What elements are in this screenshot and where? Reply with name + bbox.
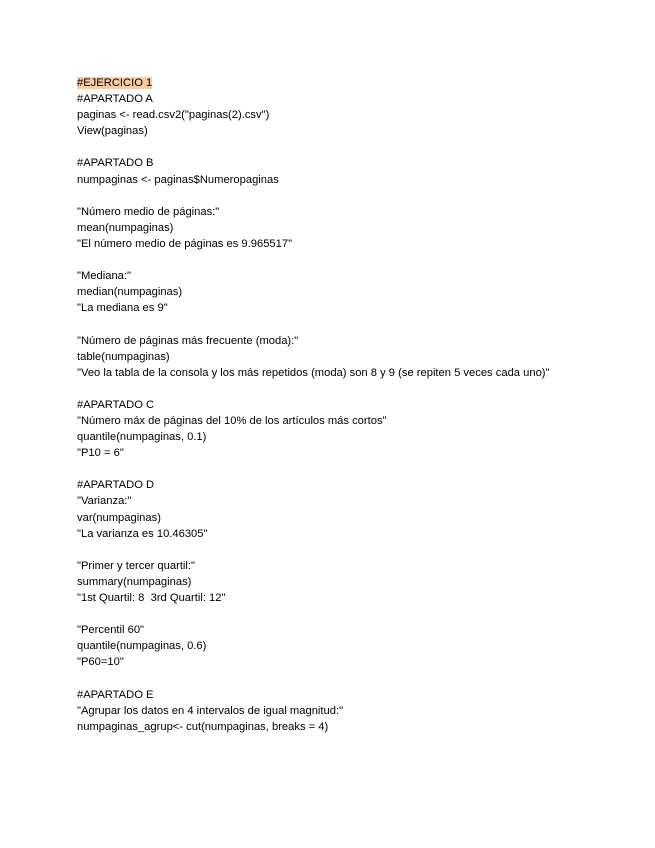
line-text: median(numpaginas) (77, 286, 183, 299)
line-text: "Número medio de páginas:" (77, 205, 220, 218)
line-text: table(numpaginas) (77, 350, 170, 363)
text-line (77, 638, 647, 654)
line-text: "La varianza es 10.46305" (77, 527, 208, 540)
text-line (77, 622, 647, 638)
line-text: #APARTADO D (77, 479, 155, 492)
text-line (77, 333, 647, 349)
blank-line (77, 252, 647, 268)
line-text: quantile(numpaginas, 0.1) (77, 431, 207, 444)
line-text: "P10 = 6" (77, 447, 124, 460)
line-text: paginas <- read.csv2("paginas(2).csv") (77, 109, 270, 122)
text-line (77, 397, 647, 413)
line-text: #APARTADO A (77, 93, 153, 106)
text-line (77, 268, 647, 284)
line-text: numpaginas_agrup<- cut(numpaginas, breaks = 4) (77, 720, 329, 733)
line-text: #APARTADO E (77, 688, 154, 701)
line-text: #APARTADO B (77, 157, 154, 170)
line-text: "Número máx de páginas del 10% de los artículos más cortos" (77, 414, 387, 427)
text-line (77, 220, 647, 236)
text-line (77, 590, 647, 606)
blank-line (77, 461, 647, 477)
text-line (77, 574, 647, 590)
text-line (77, 349, 647, 365)
blank-line (77, 139, 647, 155)
blank-line (77, 188, 647, 204)
text-line (77, 236, 647, 252)
line-text: quantile(numpaginas, 0.6) (77, 640, 207, 653)
line-text: View(paginas) (77, 125, 148, 138)
text-line (77, 75, 647, 91)
line-text: var(numpaginas) (77, 511, 161, 524)
line-text: "Agrupar los datos en 4 intervalos de igual magnitud:" (77, 704, 344, 717)
line-text: numpaginas <- paginas$Numeropaginas (77, 173, 279, 186)
line-text: "Veo la tabla de la consola y los más repetidos (moda) son 8 y 9 (se repiten 5 veces cada uno)" (77, 366, 550, 379)
text-line (77, 155, 647, 171)
blank-line (77, 316, 647, 332)
blank-line (77, 542, 647, 558)
text-line (77, 91, 647, 107)
text-line (77, 123, 647, 139)
line-text: "P60=10" (77, 656, 124, 669)
text-line (77, 687, 647, 703)
blank-line (77, 670, 647, 686)
highlighted-heading: #EJERCICIO 1 (77, 77, 153, 89)
text-line (77, 413, 647, 429)
text-line (77, 172, 647, 188)
line-text: "Percentil 60" (77, 624, 145, 637)
text-line (77, 300, 647, 316)
line-text: "El número medio de páginas es 9.965517" (77, 237, 293, 250)
line-text: mean(numpaginas) (77, 221, 174, 234)
line-text: "1st Quartil: 8 3rd Quartil: 12" (77, 592, 226, 604)
text-line (77, 654, 647, 670)
text-line (77, 510, 647, 526)
line-text: "Primer y tercer quartil:" (77, 559, 195, 572)
text-line (77, 719, 647, 735)
line-text: #APARTADO C (77, 398, 155, 411)
line-text: "Mediana:" (77, 270, 131, 283)
line-text: "La mediana es 9" (77, 302, 168, 315)
text-line (77, 107, 647, 123)
line-text: "Varianza:" (77, 495, 132, 508)
text-line (77, 558, 647, 574)
document-page (77, 75, 647, 735)
text-line (77, 703, 647, 719)
blank-line (77, 606, 647, 622)
text-line (77, 526, 647, 542)
blank-line (77, 381, 647, 397)
text-line (77, 445, 647, 461)
text-line (77, 204, 647, 220)
text-line (77, 493, 647, 509)
text-line (77, 477, 647, 493)
text-line (77, 429, 647, 445)
text-line (77, 284, 647, 300)
text-line (77, 365, 647, 381)
line-text: "Número de páginas más frecuente (moda):" (77, 334, 299, 347)
line-text: summary(numpaginas) (77, 575, 192, 588)
